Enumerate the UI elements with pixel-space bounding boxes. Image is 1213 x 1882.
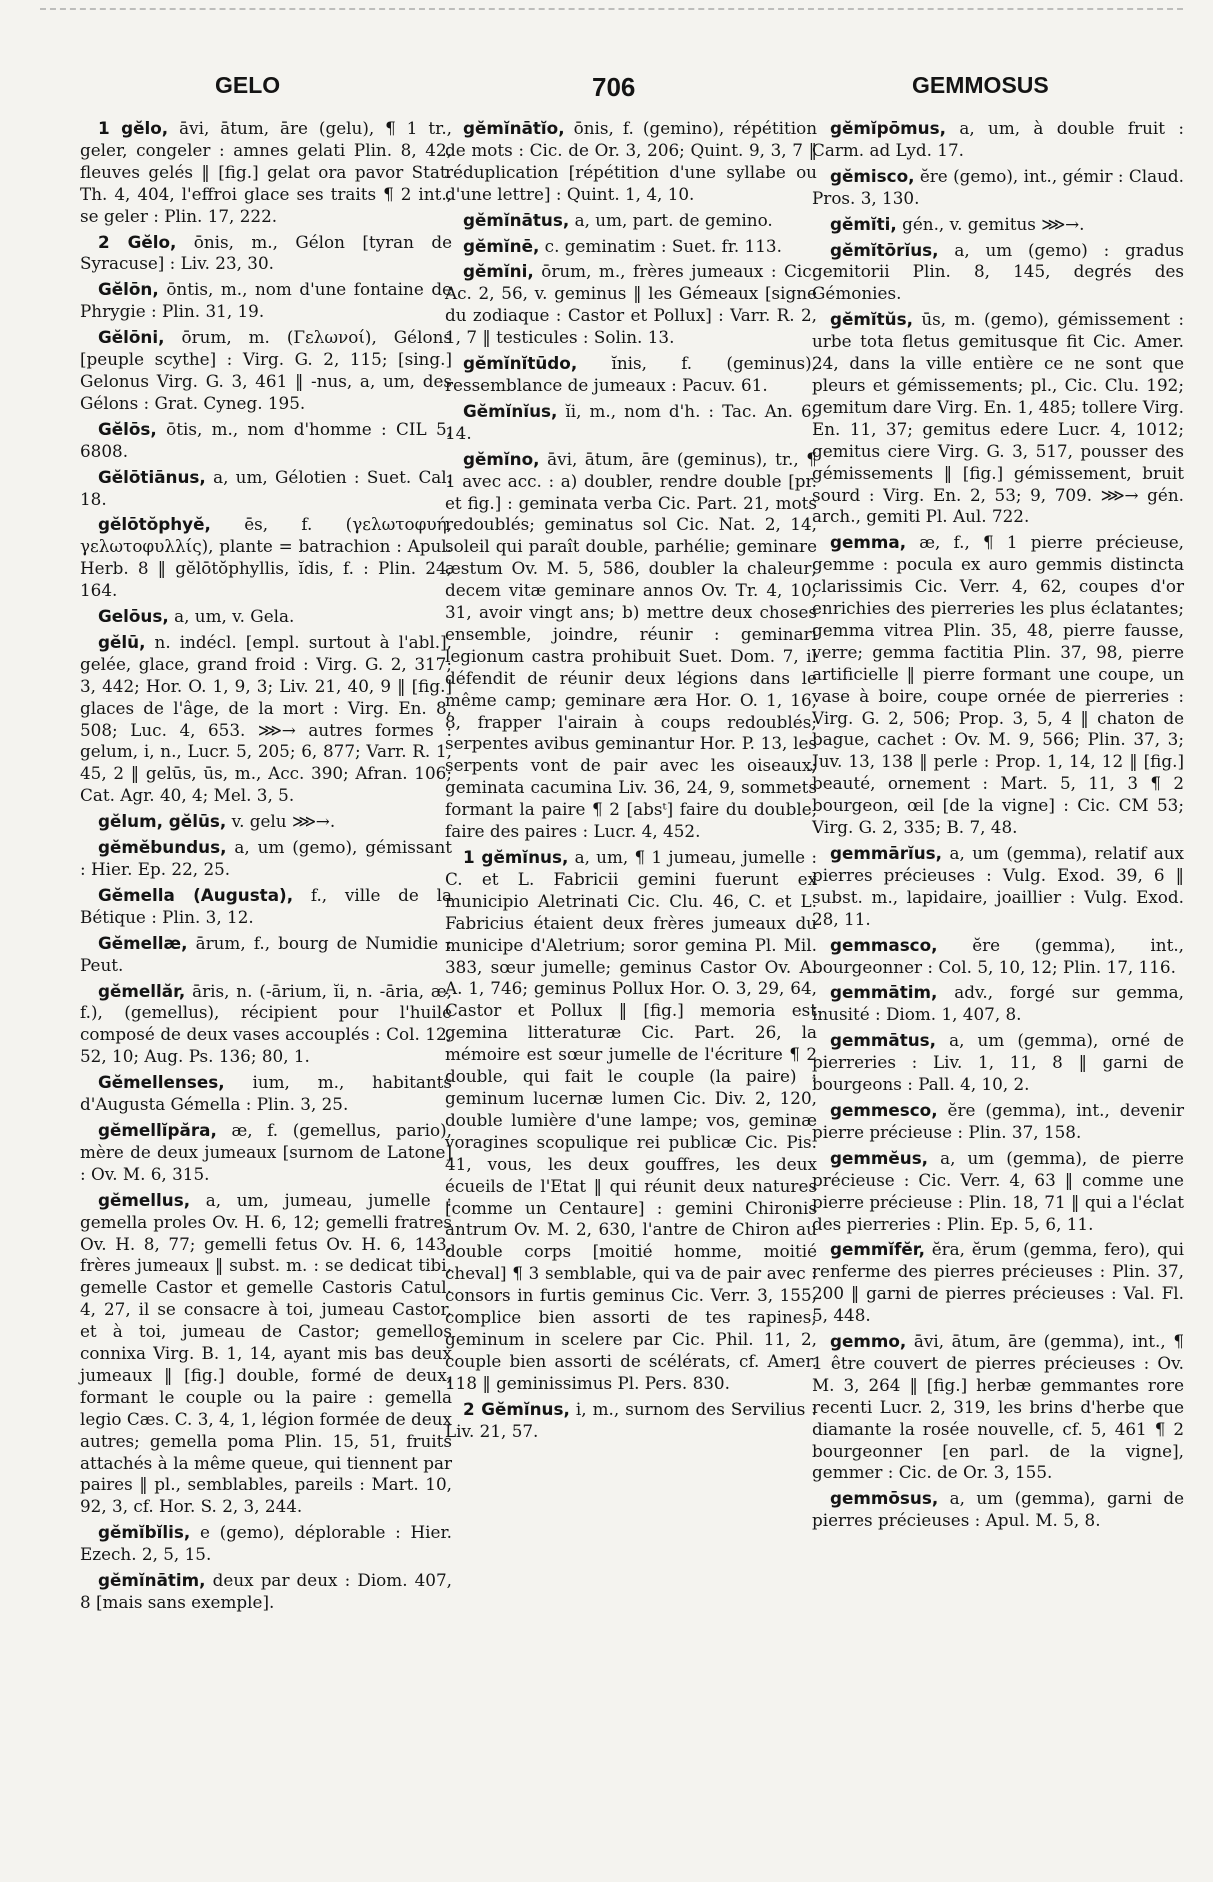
entry-headword: gĕmĭno, [463, 448, 540, 469]
entry-definition: a, um (gemma), garni de pierres précieuses : Apul. M. 5, 8. [812, 1488, 1184, 1531]
dictionary-entry [80, 606, 452, 628]
entry-definition: ōrum, m., frères jumeaux : Cic. Ac. 2, 56, v. geminus ‖ les Gémeaux [signe du zodiaque : Castor et Pollux] : Varr. R. 2, 1, 7 ‖ testicules : Solin. 13. [445, 261, 817, 348]
dictionary-entry [445, 1399, 817, 1443]
dictionary-entry [80, 1570, 452, 1614]
entry-definition: ēs, f. (γελωτοφυή, γελωτοφυλλίς), plante = batrachion : Apul. Herb. 8 ‖ gĕlōtŏphyllis, ĭdis, f. : Plin. 24, 164. [80, 514, 452, 601]
entry-headword: gemmĭfĕr, [830, 1239, 925, 1260]
dictionary-entry [812, 935, 1184, 979]
entry-definition: i, m., surnom des Servilius : Liv. 21, 57. [445, 1398, 817, 1441]
dictionary-entry [80, 837, 452, 881]
entry-definition: ōnis, f. (gemino), répétition de mots : Cic. de Or. 3, 206; Quint. 9, 3, 7 ‖ réduplication [répétition d'une syllabe ou d'une lettre] : Quint. 1, 4, 10. [445, 118, 817, 204]
left-guide-word: GELO [215, 72, 281, 98]
entry-definition: adv., forgé sur gemma, inusité : Diom. 1, 407, 8. [812, 982, 1184, 1025]
entry-definition: āris, n. (-ārium, ĭi, n. -āria, æ, f.), (gemellus), récipient pour l'huile composé de deux vases accouplés : Col. 12, 52, 10; Aug. Ps. 136; 80, 1. [80, 980, 452, 1067]
entry-headword: gĕmĭnĭtūdo, [463, 353, 578, 374]
dictionary-entry [80, 981, 452, 1069]
entry-definition: f., ville de la Bétique : Plin. 3, 12. [80, 884, 452, 927]
entry-headword: 2 Gĕlo, [98, 231, 177, 252]
entry-headword: gĕmĭnātus, [463, 209, 570, 230]
entry-definition: a, um (gemo) : gradus gemitorii Plin. 8, 145, degrés des Gémonies. [812, 239, 1184, 304]
entry-definition: ārum, f., bourg de Numidie : Peut. [80, 932, 452, 975]
entry-headword: gĕmellĭpăra, [98, 1119, 217, 1140]
entry-definition: a, um (gemo), gémissant : Hier. Ep. 22, 25. [80, 837, 452, 879]
entry-definition: āvi, ātum, āre (gemma), int., ¶ 1 être couvert de pierres précieuses : Ov. M. 3, 264 ‖ [fig.] herbæ gemmantes rore recenti Lucr. 2, 319, les brins d'herbe que diamante la rosée nouvelle, cf. 5, 461 ¶ 2 bourgeonner [en parl. de la vigne], gemmer : Cic. de Or. 3, 155. [812, 1331, 1184, 1483]
dictionary-entry [80, 933, 452, 977]
entry-definition: a, um, part. de gemino. [569, 209, 773, 230]
dictionary-entry [445, 353, 817, 397]
entry-definition: ōtis, m., nom d'homme : CIL 5, 6808. [80, 418, 452, 461]
entry-definition: c. geminatim : Suet. fr. 113. [539, 235, 782, 256]
dictionary-entry [812, 240, 1184, 306]
entry-definition: ūs, m. (gemo), gémissement : urbe tota fletus gemitusque fit Cic. Amer. 24, dans la ville entière ce ne sont que pleurs et gémissements; pl., Cic. Clu. 192; gemitum dare Virg. En. 1, 485; tollere Virg. En. 11, 37; gemitus edere Lucr. 4, 1012; gemitus ciere Virg. G. 3, 517, pousser des gémissements ‖ [fig.] gémissement, bruit sourd : Virg. En. 2, 53; 9, 709. ⋙→ gén. arch., gemiti Pl. Aul. 722. [812, 309, 1184, 527]
entry-headword: gĕlum, gĕlūs, [98, 811, 227, 832]
entry-definition: a, um, v. Gela. [168, 606, 295, 627]
entry-definition: a, um (gemma), orné de pierreries : Liv. 1, 11, 8 ‖ garni de bourgeons : Pall. 4, 10, 2. [812, 1030, 1184, 1095]
entry-headword: Gĕmĭnĭus, [463, 400, 558, 421]
entry-definition: a, um, jumeau, jumelle : gemella proles Ov. H. 6, 12; gemelli fratres Ov. H. 8, 77; gemelli fetus Ov. H. 6, 143, frères jumeaux ‖ subst. m. : se dedicat tibi, gemelle Castor et gemelle Castoris Catul. 4, 27, il se consacre à toi, jumeau Castor, et à toi, jumeau de Castor; gemellos connixa Virg. B. 1, 14, ayant mis bas deux jumeaux ‖ [fig.] double, formé de deux, formant le couple ou la paire : gemella legio Cæs. C. 3, 4, 1, légion formée de deux autres; gemella poma Plin. 15, 51, fruits attachés à la même queue, qui tiennent par paires ‖ pl., semblables, pareils : Mart. 10, 92, 3, cf. Hor. S. 2, 3, 244. [80, 1189, 452, 1517]
entry-definition: n. indécl. [empl. surtout à l'abl.], gelée, glace, grand froid : Virg. G. 2, 317; 3, 442; Hor. O. 1, 9, 3; Liv. 21, 40, 9 ‖ [fig.] glaces de l'âge, de la mort : Virg. En. 8, 508; Luc. 4, 653. ⋙→ autres formes : gelum, i, n., Lucr. 5, 205; 6, 877; Varr. R. 1, 45, 2 ‖ gelūs, ūs, m., Acc. 390; Afran. 106; Cat. Agr. 40, 4; Mel. 3, 5. [80, 631, 452, 806]
entry-headword: gĕmĭnē, [463, 235, 540, 256]
dictionary-entry [80, 514, 452, 602]
entry-headword: gemmātim, [830, 982, 938, 1003]
dictionary-entry [812, 1239, 1184, 1327]
entry-definition: ĕre (gemma), int., bourgeonner : Col. 5, 10, 12; Plin. 17, 116. [812, 934, 1184, 977]
entry-headword: Gĕlōtiānus, [98, 466, 206, 487]
entry-headword: gĕlōtŏphyĕ, [98, 514, 211, 535]
entry-headword: Gĕlōn, [98, 279, 159, 300]
dictionary-entry [80, 1072, 452, 1116]
dictionary-entry [812, 1100, 1184, 1144]
entry-headword: gemma, [830, 532, 907, 553]
entry-headword: gemmōsus, [830, 1488, 939, 1509]
dictionary-entry [445, 236, 817, 258]
entry-definition: a, um (gemma), de pierre précieuse : Cic. Verr. 4, 63 ‖ comme une pierre précieuse : Plin. 18, 71 ‖ qui a l'éclat des pierreries : Plin. Ep. 5, 6, 11. [812, 1147, 1184, 1234]
dictionary-entry [80, 467, 452, 511]
dictionary-entry [80, 885, 452, 929]
entry-headword: Gĕmella (Augusta), [98, 884, 294, 905]
entry-headword: gemmasco, [830, 934, 938, 955]
entry-headword: 1 gĕmĭnus, [463, 847, 569, 867]
dictionary-entry [80, 1120, 452, 1186]
entry-headword: gemmesco, [830, 1099, 938, 1120]
entry-definition: a, um, à double fruit : Carm. ad Lyd. 17. [812, 118, 1184, 160]
dictionary-entry [812, 118, 1184, 162]
dictionary-entry [812, 982, 1184, 1026]
entry-definition: ĭnis, f. (geminus), ressemblance de jumeaux : Pacuv. 61. [445, 353, 817, 395]
entry-definition: ium, m., habitants d'Augusta Gémella : Plin. 3, 25. [80, 1072, 452, 1115]
entry-headword: gemmārĭus, [830, 843, 943, 863]
dictionary-entry [80, 1190, 452, 1519]
entry-headword: Gĕmellæ, [98, 932, 188, 953]
entry-definition: gén., v. gemitus ⋙→. [896, 213, 1085, 234]
entry-headword: Gelōus, [98, 606, 169, 627]
column-2 [445, 118, 817, 1446]
entry-headword: 1 gĕlo, [98, 118, 169, 138]
dictionary-entry [80, 279, 452, 323]
entry-definition: ōntis, m., nom d'une fontaine de Phrygie : Plin. 31, 19. [80, 279, 452, 322]
entry-definition: æ, f., ¶ 1 pierre précieuse, gemme : pocula ex auro gemmis distincta clarissimis Cic. Verr. 4, 62, coupes d'or enrichies des pierreries les plus éclatantes; gemma vitrea Plin. 35, 48, pierre fausse, verre; gemma factitia Plin. 37, 98, pierre artificielle ‖ pierre formant une coupe, un vase à boire, coupe ornée de pierreries : Virg. G. 2, 506; Prop. 3, 5, 4 ‖ chaton de bague, cachet : Ov. M. 9, 566; Plin. 37, 3; Juv. 13, 138 ‖ perle : Prop. 1, 14, 12 ‖ [fig.] beauté, ornement : Mart. 5, 11, 3 ¶ 2 bourgeon, œil [de la vigne] : Cic. CM 53; Virg. G. 2, 335; B. 7, 48. [812, 532, 1184, 838]
dictionary-entry [445, 118, 817, 206]
entry-headword: gĕmĭtŭs, [830, 309, 913, 330]
entry-headword: Gĕmellenses, [98, 1072, 225, 1093]
entry-headword: gĕmĭnātim, [98, 1570, 206, 1591]
dictionary-entry [80, 232, 452, 276]
entry-definition: ĕra, ĕrum (gemma, fero), qui renferme des pierres précieuses : Plin. 37, 200 ‖ garni de pierres précieuses : Val. Fl. 5, 448. [812, 1239, 1184, 1326]
entry-definition: a, um, Gélotien : Suet. Cal. 18. [80, 466, 452, 509]
dictionary-entry [80, 632, 452, 807]
entry-definition: e (gemo), déplorable : Hier. Ezech. 2, 5, 15. [80, 1522, 452, 1565]
entry-headword: 2 Gĕmĭnus, [463, 1398, 570, 1419]
entry-headword: gĕlū, [98, 631, 146, 652]
dictionary-entry [812, 843, 1184, 931]
entry-headword: gĕmellăr, [98, 980, 186, 1001]
entry-headword: gĕmĭbĭlis, [98, 1522, 191, 1543]
dictionary-entry [812, 1030, 1184, 1096]
entry-definition: ĕre (gemo), int., gémir : Claud. Pros. 3, 130. [812, 165, 1184, 208]
entry-definition: a, um, ¶ 1 jumeau, jumelle : C. et L. Fabricii gemini fuerunt ex municipio Aletrinati Cic. Clu. 46, C. et L. Fabricius étaient deux frères jumeaux du municipe d'Aletrium; soror gemina Pl. Mil. 383, sœur jumelle; geminus Castor Ov. A. A. 1, 746; geminus Pollux Hor. O. 3, 29, 64, Castor et Pollux ‖ [fig.] memoria est gemina litteraturæ Cic. Part. 26, la mémoire est sœur jumelle de l'écriture ¶ 2 double, qui fait le couple (la paire) : geminum lucernæ lumen Cic. Div. 2, 120, double lumière d'une lampe; vos, geminæ voragines scopulique rei publicæ Cic. Pis. 41, vous, les deux gouffres, les deux écueils de l'Etat ‖ qui réunit deux natures [comme un Centaure] : gemini Chironis antrum Ov. M. 2, 630, l'antre de Chiron au double corps [moitié homme, moitié cheval] ¶ 3 semblable, qui va de pair avec : consors in furtis geminus Cic. Verr. 3, 155, complice bien assorti de tes rapines; geminum in scelere par Cic. Phil. 11, 2, couple bien assorti de scélérats, cf. Amer. 118 ‖ geminissimus Pl. Pers. 830. [445, 847, 817, 1393]
entry-definition: a, um (gemma), relatif aux pierres précieuses : Vulg. Exod. 39, 6 ‖ subst. m., lapidaire, joaillier : Vulg. Exod. 28, 11. [812, 843, 1184, 929]
dictionary-entry [445, 210, 817, 232]
entry-headword: gĕmĭni, [463, 261, 534, 282]
page-number: 706 [592, 72, 636, 102]
entry-headword: gĕmĭtōrĭus, [830, 239, 939, 260]
dictionary-entry [445, 401, 817, 445]
entry-headword: Gĕlōni, [98, 327, 165, 348]
dictionary-entry [445, 261, 817, 349]
dictionary-entry [812, 309, 1184, 528]
entry-headword: gĕmellus, [98, 1189, 191, 1210]
entry-definition: deux par deux : Diom. 407, 8 [mais sans exemple]. [80, 1570, 452, 1612]
entry-headword: gĕmĕbundus, [98, 837, 227, 858]
entry-headword: gemmo, [830, 1331, 907, 1352]
entry-headword: Gĕlōs, [98, 418, 157, 439]
page-header [0, 60, 1213, 120]
entry-headword: gĕmĭpōmus, [830, 118, 946, 138]
dictionary-entry [812, 532, 1184, 839]
entry-definition: ōnis, m., Gélon [tyran de Syracuse] : Liv. 23, 30. [80, 231, 452, 274]
entry-definition: ōrum, m. (Γελωνοί), Gélons [peuple scythe] : Virg. G. 2, 115; [sing.] Gelonus Virg. G. 3, 461 ‖ -nus, a, um, des Gélons : Grat. Cyneg. 195. [80, 327, 452, 413]
entry-definition: āvi, ātum, āre (geminus), tr., ¶ 1 avec acc. : a) doubler, rendre double [pr. et fig.] : geminata verba Cic. Part. 21, mots redoublés; geminatus sol Cic. Nat. 2, 14, soleil qui paraît double, parhélie; geminare æstum Ov. M. 5, 586, doubler la chaleur; decem vitæ geminare annos Ov. Tr. 4, 10, 31, avoir vingt ans; b) mettre deux choses ensemble, joindre, réunir : geminari legionum castra prohibuit Suet. Dom. 7, il défendit de réunir deux légions dans le même camp; geminare æra Hor. O. 1, 16, 8, frapper l'airain à coups redoublés; serpentes avibus geminantur Hor. P. 13, les serpents vont de pair avec les oiseaux; geminata cacumina Liv. 36, 24, 9, sommets formant la paire ¶ 2 [absᵗ] faire du double, faire des paires : Lucr. 4, 452. [445, 448, 817, 842]
top-rule [40, 8, 1183, 10]
entry-headword: gĕmĭnātĭo, [463, 118, 565, 138]
entry-definition: āvi, ātum, āre (gelu), ¶ 1 tr., geler, congeler : amnes gelati Plin. 8, 42, fleuves gelés ‖ [fig.] gelat ora pavor Stat. Th. 4, 404, l'effroi glace ses traits ¶ 2 int., se geler : Plin. 17, 222. [80, 118, 452, 226]
entry-headword: gĕmisco, [830, 165, 915, 186]
dictionary-entry [80, 327, 452, 415]
entry-headword: gĕmĭti, [830, 213, 897, 234]
entry-headword: gemmātus, [830, 1030, 937, 1051]
entry-definition: ĕre (gemma), int., devenir pierre précieuse : Plin. 37, 158. [812, 1099, 1184, 1142]
dictionary-entry [812, 166, 1184, 210]
entry-definition: æ, f. (gemellus, pario), mère de deux jumeaux [surnom de Latone] : Ov. M. 6, 315. [80, 1119, 452, 1184]
entry-headword: gemmĕus, [830, 1147, 929, 1168]
dictionary-entry [80, 419, 452, 463]
column-3 [812, 118, 1184, 1536]
dictionary-entry [80, 811, 452, 833]
entry-definition: v. gelu ⋙→. [226, 811, 336, 832]
dictionary-entry [80, 1522, 452, 1566]
dictionary-entry [812, 1488, 1184, 1532]
column-1 [80, 118, 452, 1618]
entry-definition: ĭi, m., nom d'h. : Tac. An. 6, 14. [445, 400, 817, 443]
dictionary-entry [80, 118, 452, 228]
dictionary-entry [445, 449, 817, 843]
dictionary-entry [812, 1148, 1184, 1236]
right-guide-word: GEMMOSUS [912, 72, 1049, 98]
dictionary-entry [812, 214, 1184, 236]
dictionary-entry [812, 1331, 1184, 1484]
dictionary-entry [445, 847, 817, 1395]
